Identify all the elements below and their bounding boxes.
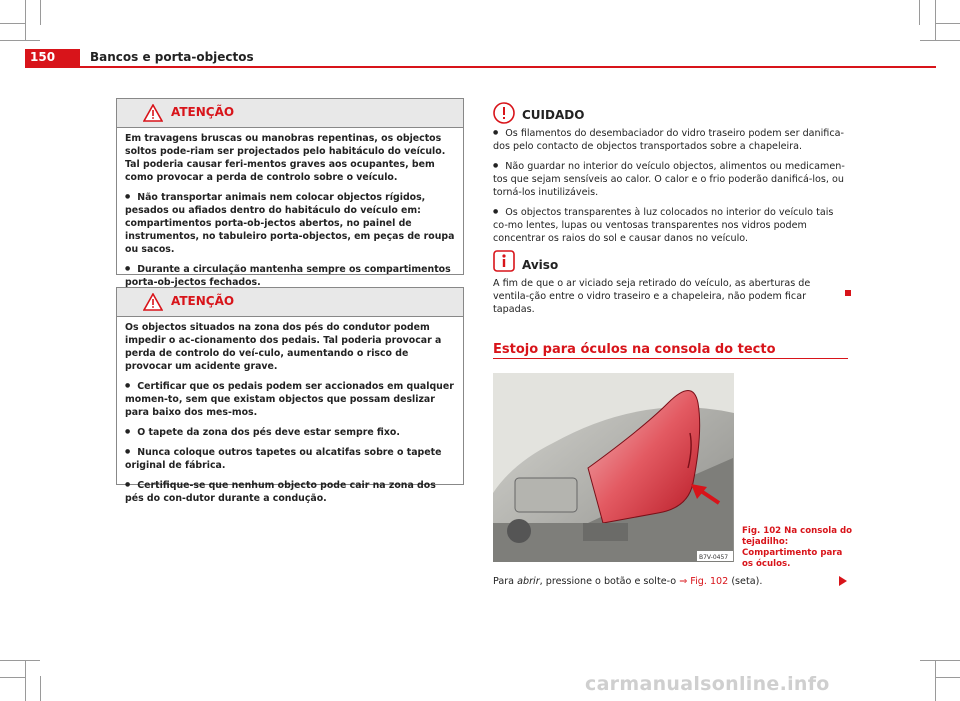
figure-code: B7V-0457 [699, 554, 729, 561]
warning-bullet: ● O tapete da zona dos pés deve estar sempre fixo. [125, 425, 455, 439]
caution-bullet: ● Não guardar no interior do veículo objectos, alimentos ou medicamen-tos que sejam sensíveis ao calor. O calor e o frio poderão danificá-los, ou torná-los inutilizáveis. [493, 159, 848, 199]
crop-mark [935, 0, 936, 40]
figure-caption: Fig. 102 Na consola do tejadilho: Compartimento para os óculos. [742, 526, 853, 569]
caution-body [493, 126, 848, 251]
warning-paragraph: Os objectos situados na zona dos pés do condutor podem impedir o ac-cionamento dos pedais. Tal poderia provocar a perda de controlo do veí-culo, aumentando o risco de provocar um acidente grave. [125, 322, 442, 372]
warning-box [116, 98, 464, 288]
crop-mark [0, 23, 25, 24]
crop-mark [40, 676, 41, 701]
section-end-marker [845, 290, 851, 296]
crop-mark [935, 23, 960, 24]
chapter-title: Bancos e porta-objectos [90, 50, 254, 64]
caution-title: CUIDADO [522, 108, 585, 122]
info-icon [493, 250, 515, 272]
warning-header [117, 99, 463, 128]
warning-header [117, 288, 463, 317]
crop-mark [920, 660, 960, 661]
crop-mark [25, 660, 26, 701]
crop-mark [0, 660, 40, 661]
warning-bullet: ● Nunca coloque outros tapetes ou alcatifas sobre o tapete original de fábrica. [125, 445, 455, 472]
warning-bullet: ● Certifique-se que nenhum objecto pode cair na zona dos pés do con-dutor durante a condução. [125, 478, 455, 505]
caution-bullet: ● Os filamentos do desembaciador do vidro traseiro podem ser danifica-dos pelo contacto de objectos transportados sobre a chapeleira. [493, 126, 848, 153]
warning-triangle-icon [143, 293, 163, 311]
caution-exclamation-icon [493, 102, 515, 124]
crop-mark [920, 40, 960, 41]
warning-bullet: ● Não transportar animais nem colocar objectos rígidos, pesados ou afiados dentro do habitáculo do veículo em: compartimentos porta-ob-jectos abertos, no painel de instrumentos, no tabuleiro porta-objectos, em peças de roupa ou sacos. [125, 190, 455, 256]
page-number: 150 [25, 49, 80, 66]
crop-mark [40, 0, 41, 25]
watermark: carmanualsonline.info [585, 673, 830, 695]
figure-photo [493, 373, 734, 562]
notice-text: A fim de que o ar viciado seja retirado do veículo, as aberturas de ventila-ção entre o vidro traseiro e a chapeleira, não podem ficar tapadas. [493, 278, 811, 315]
crop-mark [25, 0, 26, 40]
crop-mark [935, 677, 960, 678]
warning-bullet: ● Durante a circulação mantenha sempre os compartimentos porta-ob-jectos fechados. [125, 262, 455, 289]
section-body [493, 575, 823, 594]
header-rule [25, 66, 936, 68]
crop-mark [935, 660, 936, 701]
warning-title: ATENÇÃO [171, 294, 235, 308]
crop-mark [0, 40, 40, 41]
notice-title: Aviso [522, 258, 559, 272]
warning-triangle-icon [143, 104, 163, 122]
continue-arrow-icon [839, 576, 847, 586]
notice-body [493, 277, 838, 322]
warning-bullet: ● Certificar que os pedais podem ser accionados em qualquer momen-to, sem que existam objectos que possam deslizar para baixo dos mes-mos. [125, 379, 455, 419]
caution-bullet: ● Os objectos transparentes à luz colocados no interior do veículo tais co-mo lentes, lupas ou ventosas transparentes nos vidros podem concentrar os raios do sol e causar danos no veículo. [493, 205, 848, 245]
section-title: Estojo para óculos na consola do tecto [493, 342, 776, 357]
crop-mark [919, 0, 920, 25]
warning-paragraph: Em travagens bruscas ou manobras repentinas, os objectos soltos pode-riam ser projectados pelo habitáculo do veículo. Tal poderia causar feri-mentos graves aos ocupantes, bem como provocar a perda de controlo sobre o veículo. [125, 133, 446, 183]
section-paragraph: Para abrir, pressione o botão e solte-o ⇒ Fig. 102 (seta). [493, 576, 763, 587]
crop-mark [0, 677, 25, 678]
warning-box [116, 287, 464, 504]
section-rule [493, 358, 848, 359]
figure-link[interactable]: ⇒ Fig. 102 [679, 576, 729, 587]
warning-title: ATENÇÃO [171, 105, 235, 119]
